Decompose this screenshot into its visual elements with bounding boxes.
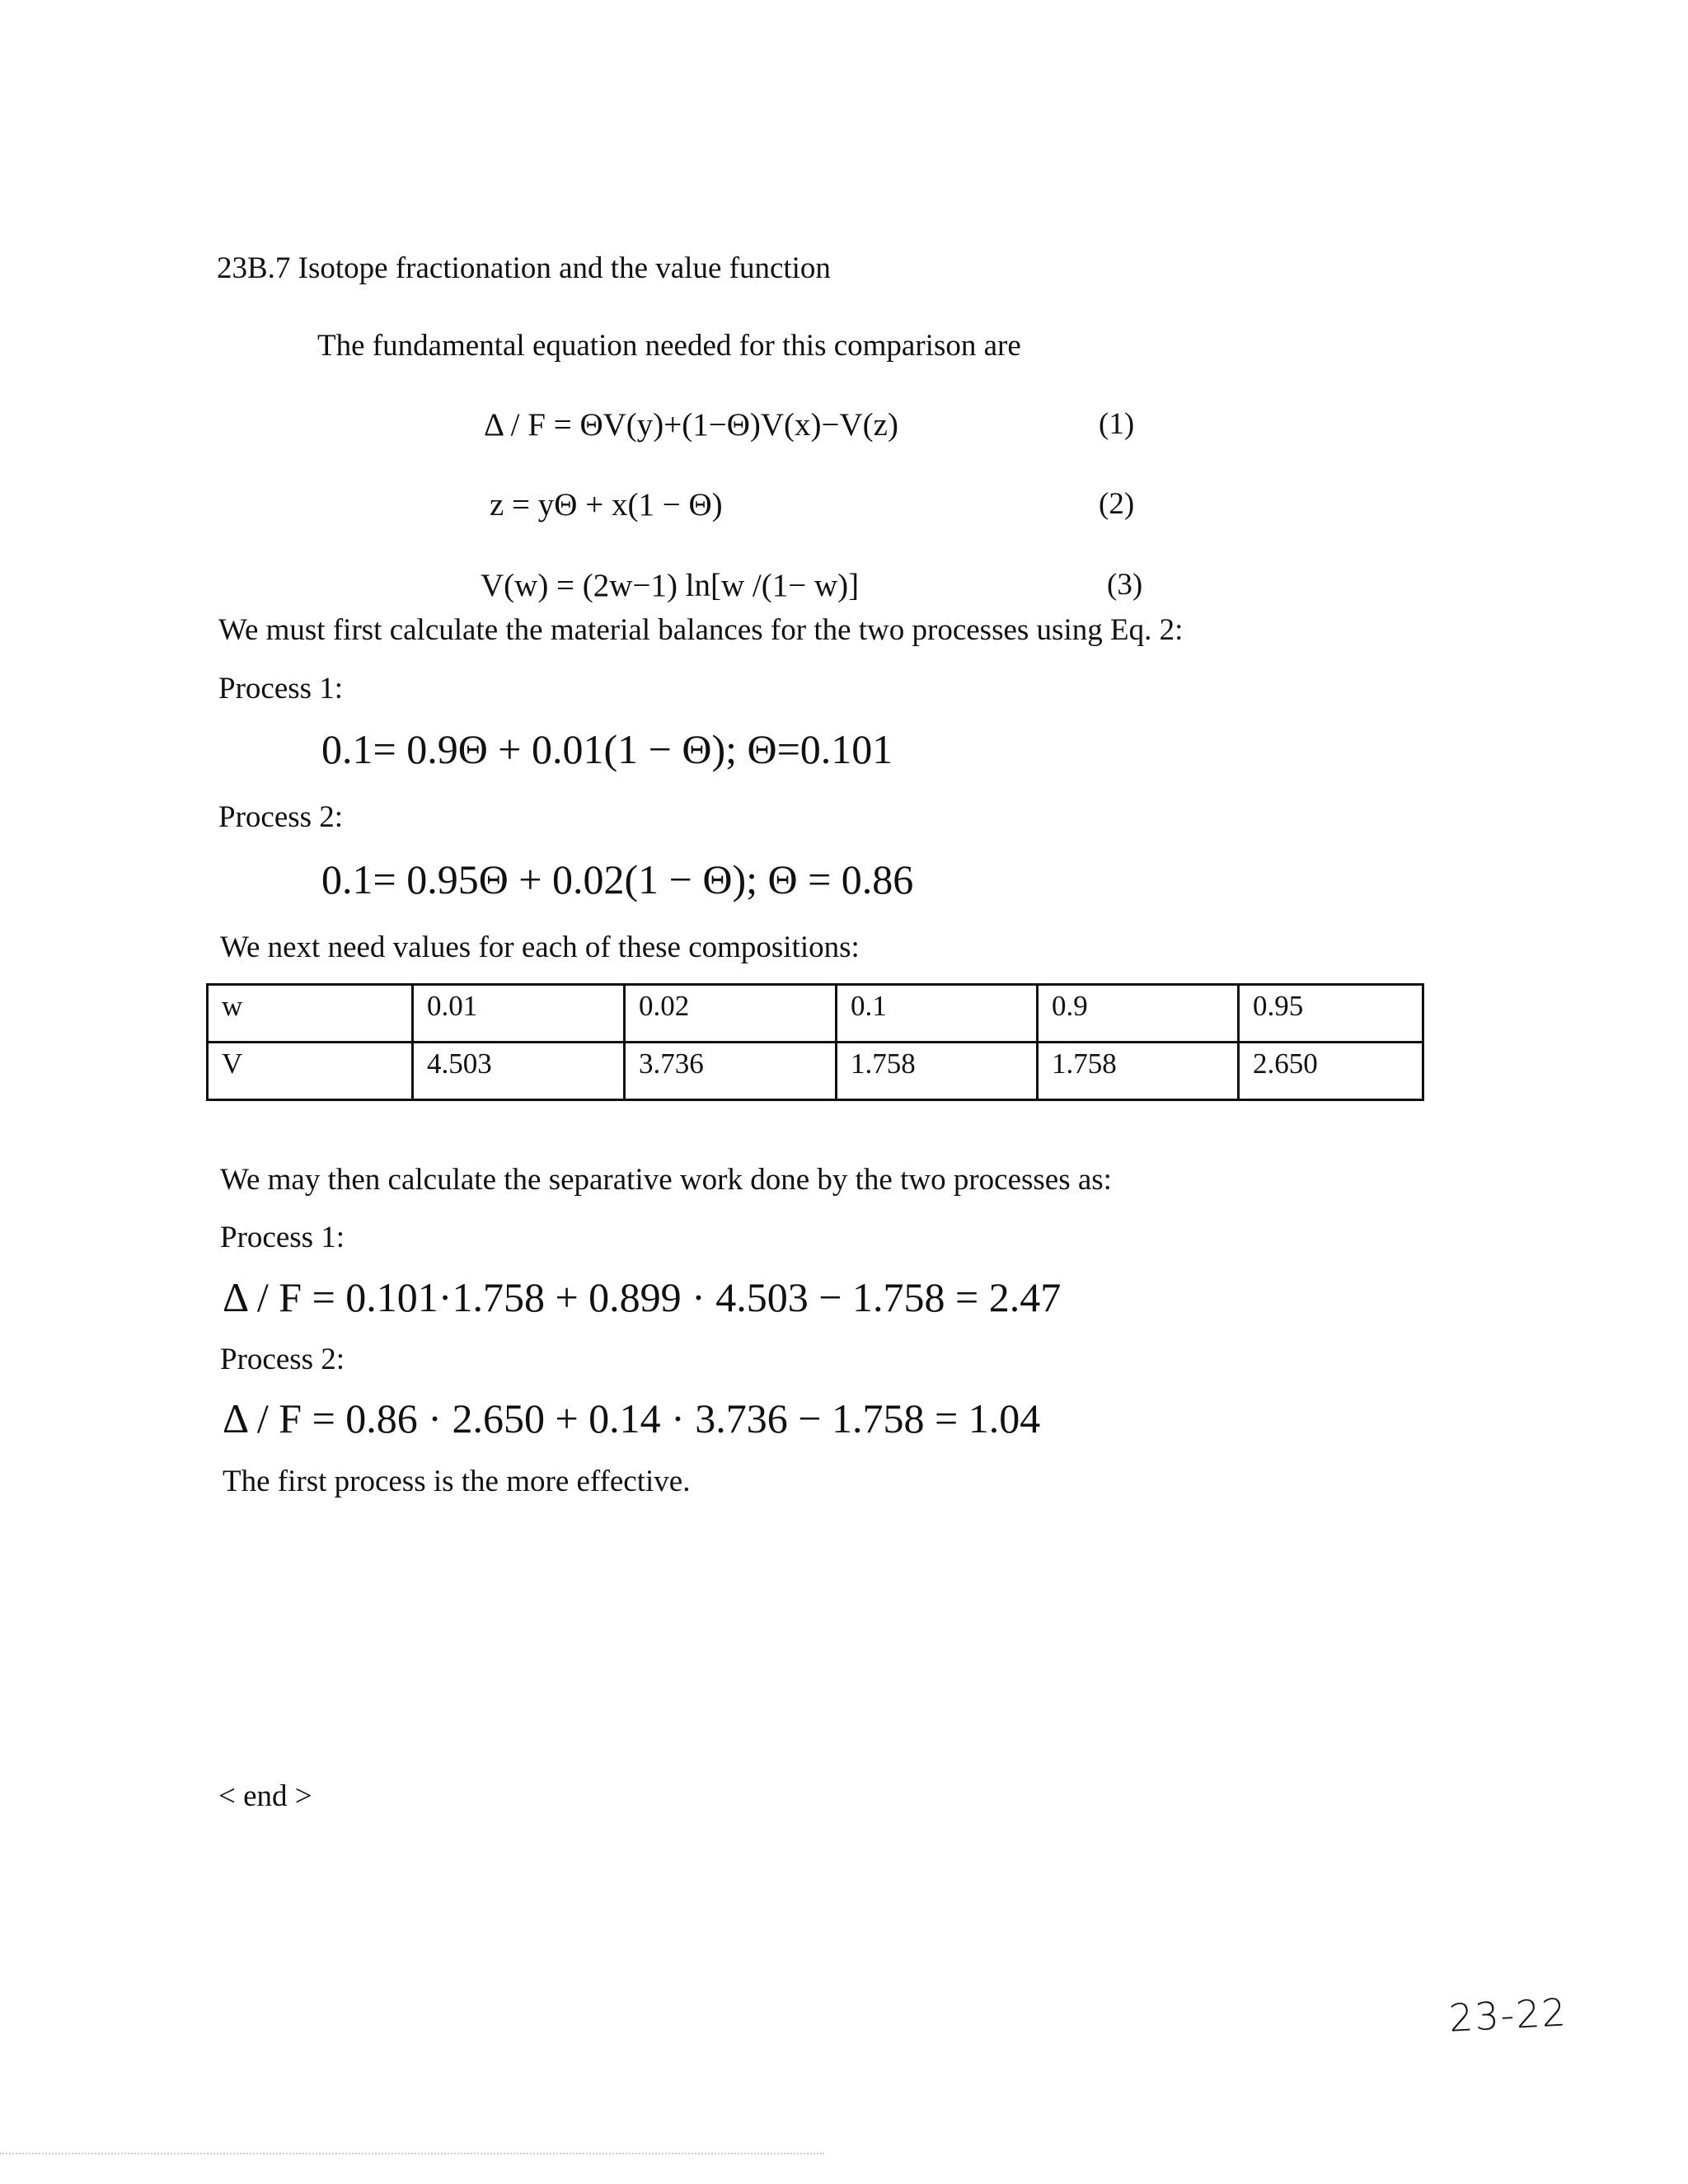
conclusion-text: The first process is the more effective.	[223, 1465, 691, 1498]
page-number: 23-22	[1447, 1990, 1568, 2041]
table-cell: 3.736	[625, 1043, 837, 1100]
process-2-work-label: Process 2:	[220, 1343, 345, 1376]
equation-1	[484, 406, 898, 443]
scan-artifact-line	[0, 2153, 824, 2154]
table-row	[208, 1043, 1423, 1100]
process-1-work-label: Process 1:	[220, 1221, 345, 1254]
equation-2: z = yΘ + x(1 − Θ)	[490, 487, 723, 523]
equation-1-lhs: Δ / F	[484, 407, 546, 443]
table-cell: 0.02	[625, 985, 837, 1043]
values-intro: We next need values for each of these compositions:	[220, 930, 860, 964]
section-heading: 23B.7 Isotope fractionation and the value function	[217, 251, 831, 285]
table-cell: 1.758	[1038, 1043, 1239, 1100]
end-marker: < end >	[218, 1779, 312, 1813]
table-cell: 2.650	[1239, 1043, 1423, 1100]
equation-1-rhs: = ΘV(y)+(1−Θ)V(x)−V(z)	[545, 407, 898, 443]
intro-text: The fundamental equation needed for this comparison are	[317, 329, 1021, 363]
table-cell: 4.503	[413, 1043, 625, 1100]
table-row-label: w	[208, 985, 413, 1043]
process-2-balance: 0.1= 0.95Θ + 0.02(1 − Θ); Θ = 0.86	[321, 856, 914, 902]
equation-3-number: (3)	[1107, 568, 1143, 602]
material-balance-intro: We must first calculate the material balances for the two processes using Eq. 2:	[218, 613, 1184, 647]
work-intro: We may then calculate the separative work done by the two processes as:	[220, 1163, 1112, 1197]
equation-3: V(w) = (2w−1) ln[w /(1− w)]	[481, 568, 860, 603]
table-cell: 0.1	[837, 985, 1038, 1043]
process-2-work: Δ / F = 0.86 · 2.650 + 0.14 · 3.736 − 1.758 = 1.04	[223, 1395, 1041, 1441]
process-2-label: Process 2:	[218, 800, 344, 834]
table-cell: 1.758	[837, 1043, 1038, 1100]
process-1-work: Δ / F = 0.101·1.758 + 0.899 · 4.503 − 1.758 = 2.47	[223, 1274, 1062, 1320]
table-cell: 0.95	[1239, 985, 1423, 1043]
process-1-label: Process 1:	[218, 672, 344, 705]
values-table	[206, 983, 1424, 1101]
process-1-balance: 0.1= 0.9Θ + 0.01(1 − Θ); Θ=0.101	[321, 726, 893, 772]
equation-2-number: (2)	[1099, 487, 1135, 521]
table-cell: 0.9	[1038, 985, 1239, 1043]
equation-1-number: (1)	[1099, 407, 1135, 441]
table-cell: 0.01	[413, 985, 625, 1043]
table-row-label: V	[208, 1043, 413, 1100]
table-row	[208, 985, 1423, 1043]
